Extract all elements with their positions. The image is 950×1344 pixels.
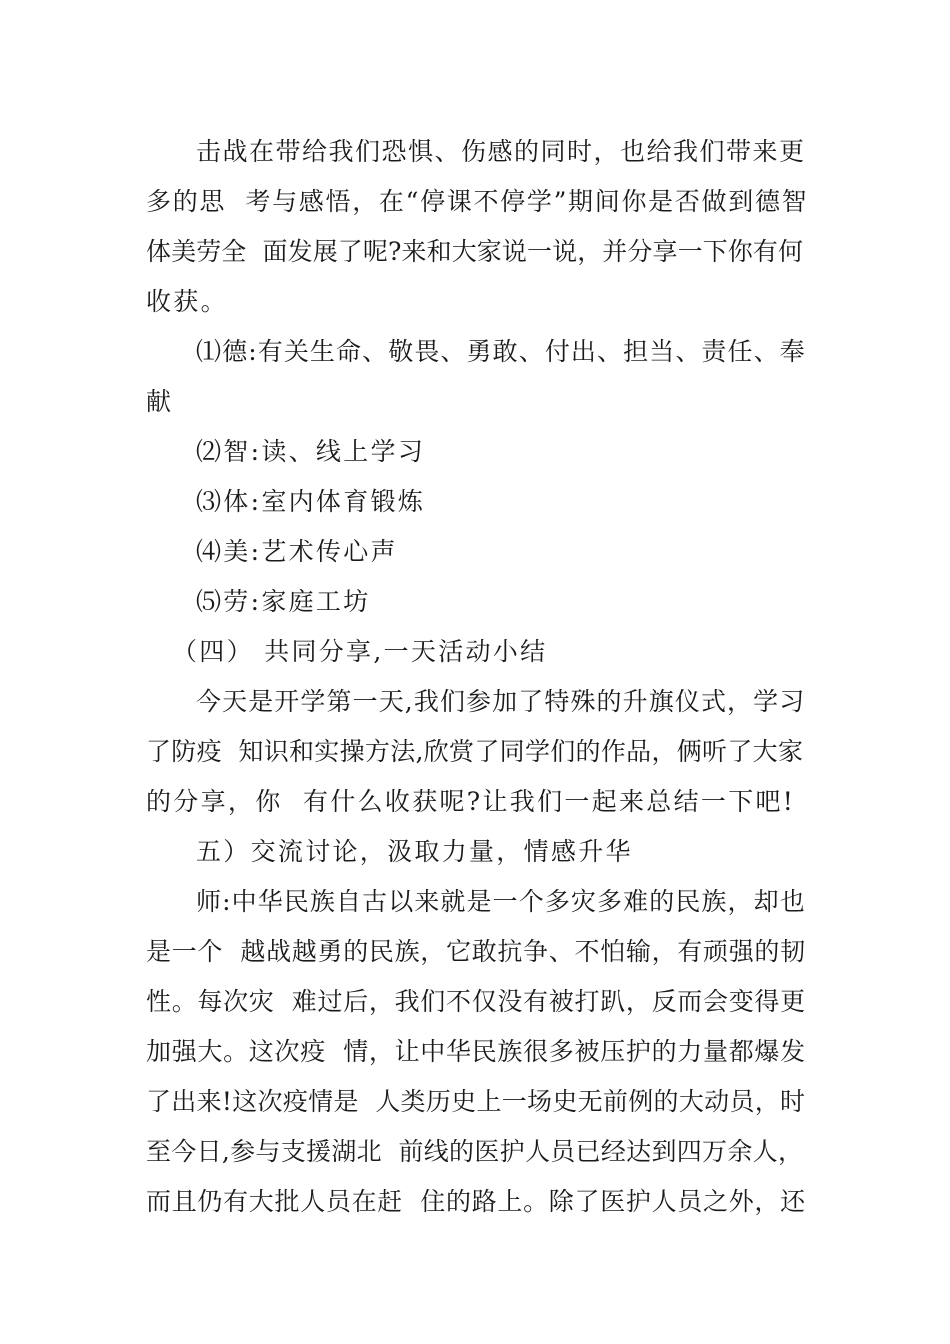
section-heading: 五）交流讨论，汲取力量，情感升华 (196, 837, 633, 866)
text-line: 献 (146, 387, 174, 416)
text-line: 加强大。这次疫 情，让中华民族很多被压护的力量都爆发 (146, 1037, 806, 1066)
text-line: 了出来!这次疫情是 人类历史上一场史无前例的大动员，时 (146, 1087, 806, 1116)
text-line: 了防疫 知识和实操方法,欣赏了同学们的作品，俩听了大家 (146, 737, 804, 766)
text-line: ⑴德:有关生命、敬畏、勇敢、付出、担当、责任、奉 (196, 337, 806, 366)
text-line: 的分享，你 有什么收获呢?让我们一起来总结一下吧! (146, 787, 796, 816)
text-line: ⑷美:艺术传心声 (196, 537, 398, 566)
text-line: 至今日,参与支援湖北 前线的医护人员已经达到四万余人， (146, 1137, 804, 1166)
text-line: ⑶体:室内体育锻炼 (196, 487, 426, 516)
section-heading: （四） 共同分享,一天活动小结 (172, 637, 548, 666)
text-line: 是一个 越战越勇的民族，它敢抗争、不怕输，有顽强的韧 (146, 937, 806, 966)
text-line: ⑵智:读、线上学习 (196, 437, 426, 466)
text-line: 击战在带给我们恐惧、伤感的同时，也给我们带来更 (196, 137, 806, 166)
text-line: 体美劳全 面发展了呢?来和大家说一说，并分享一下你有何 (146, 237, 804, 266)
text-line: 而且仍有大批人员在赶 住的路上。除了医护人员之外，还 (146, 1187, 806, 1216)
text-line: 性。每次灾 难过后，我们不仅没有被打趴，反而会变得更 (146, 987, 806, 1016)
text-line: 师:中华民族自古以来就是一个多灾多难的民族，却也 (196, 887, 806, 916)
text-line: 收获。 (146, 287, 228, 316)
text-line: 多的思 考与感悟，在“停课不停学”期间你是否做到德智 (146, 187, 809, 216)
text-line: 今天是开学第一天,我们参加了特殊的升旗仪式，学习 (196, 687, 806, 716)
text-line: ⑸劳:家庭工坊 (196, 587, 371, 616)
